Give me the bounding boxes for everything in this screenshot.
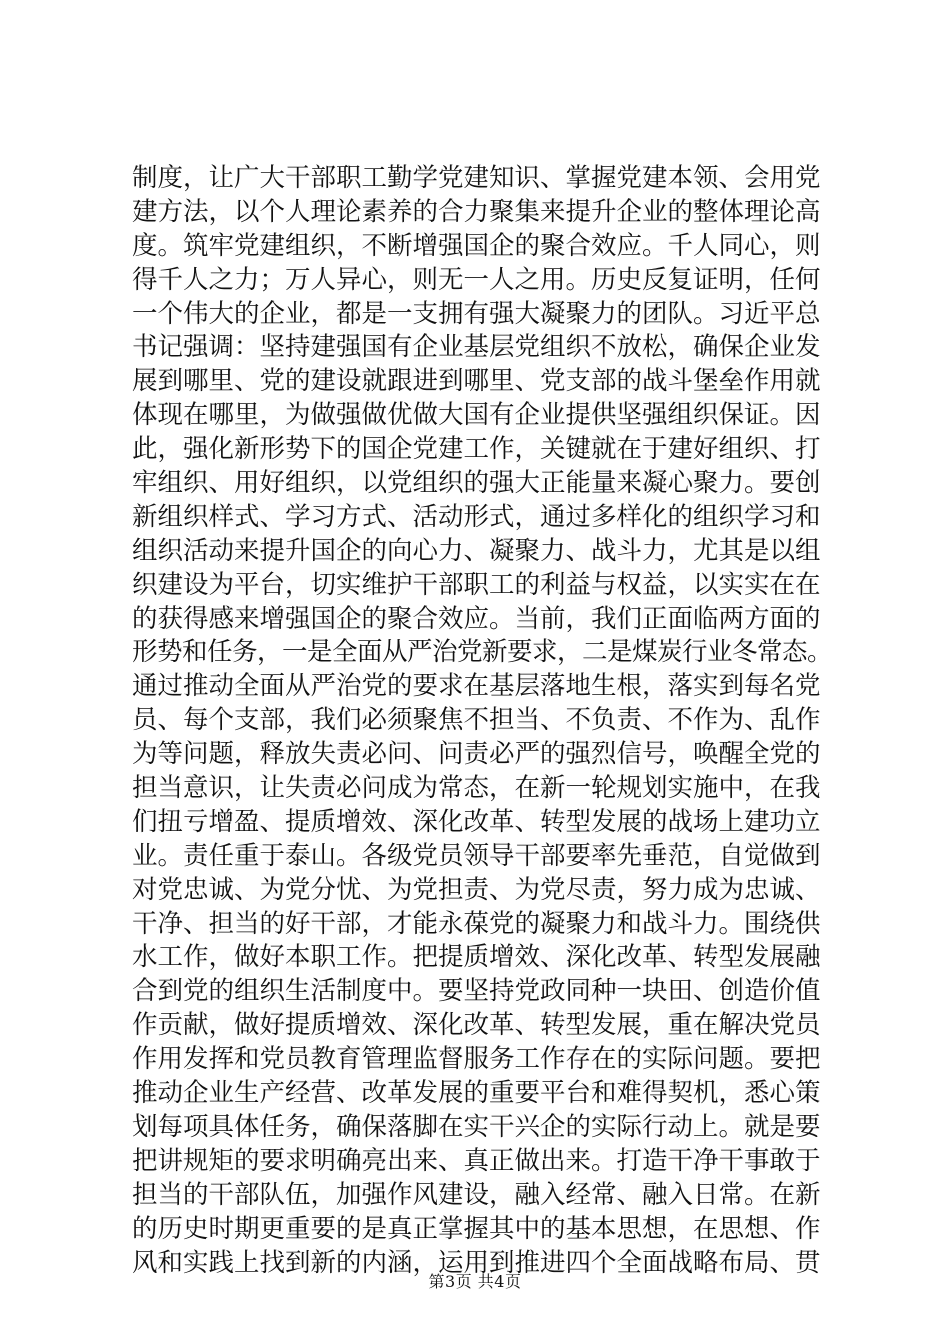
text-line: 风和实践上找到新的内涵，运用到推进四个全面战略布局、贯 <box>132 1247 821 1278</box>
text-line: 对党忠诚、为党分忧、为党担责、为党尽责，努力成为忠诚、 <box>132 874 821 905</box>
text-line: 制度，让广大干部职工勤学党建知识、掌握党建本领、会用党 <box>132 163 821 193</box>
text-line: 的获得感来增强国企的聚合效应。当前，我们正面临两方面的 <box>132 603 821 634</box>
text-line: 此，强化新形势下的国企党建工作，关键就在于建好组织、打 <box>132 434 821 465</box>
text-line: 合到党的组织生活制度中。要坚持党政同种一块田、创造价值 <box>132 976 821 1007</box>
text-line: 得千人之力；万人异心，则无一人之用。历史反复证明，任何 <box>132 264 821 295</box>
text-line: 把讲规矩的要求明确亮出来、真正做出来。打造干净干事敢于 <box>132 1145 821 1176</box>
text-line: 作贡献，做好提质增效、深化改革、转型发展，重在解决党员 <box>132 1010 821 1041</box>
text-line: 通过推动全面从严治党的要求在基层落地生根，落实到每名党 <box>132 671 821 702</box>
text-line: 形势和任务，一是全面从严治党新要求，二是煤炭行业冬常态。 <box>132 637 833 668</box>
text-line: 为等问题，释放失责必问、问责必严的强烈信号，唤醒全党的 <box>132 739 821 770</box>
text-line: 牢组织、用好组织，以党组织的强大正能量来凝心聚力。要创 <box>132 468 821 499</box>
text-line: 员、每个支部，我们必须聚焦不担当、不负责、不作为、乱作 <box>132 705 821 736</box>
text-line: 水工作，做好本职工作。把提质增效、深化改革、转型发展融 <box>132 942 821 973</box>
text-line: 展到哪里、党的建设就跟进到哪里、党支部的战斗堡垒作用就 <box>132 366 821 397</box>
text-line: 干净、担当的好干部，才能永葆党的凝聚力和战斗力。围绕供 <box>132 908 821 939</box>
text-line: 度。筑牢党建组织，不断增强国企的聚合效应。千人同心，则 <box>132 230 821 261</box>
text-line: 推动企业生产经营、改革发展的重要平台和难得契机，悉心策 <box>132 1078 821 1109</box>
text-line: 担当的干部队伍，加强作风建设，融入经常、融入日常。在新 <box>132 1179 821 1210</box>
text-line: 划每项具体任务，确保落脚在实干兴企的实际行动上。就是要 <box>132 1111 821 1142</box>
text-line: 新组织样式、学习方式、活动形式，通过多样化的组织学习和 <box>132 501 821 532</box>
text-line: 织建设为平台，切实维护干部职工的利益与权益，以实实在在 <box>132 569 821 600</box>
text-line: 们扭亏增盈、提质增效、深化改革、转型发展的战场上建功立 <box>132 806 821 837</box>
text-line: 业。责任重于泰山。各级党员领导干部要率先垂范，自觉做到 <box>132 840 821 871</box>
text-line: 建方法，以个人理论素养的合力聚集来提升企业的整体理论高 <box>132 196 821 227</box>
page-footer: 第3页 共4页 <box>428 1272 522 1291</box>
text-line: 一个伟大的企业，都是一支拥有强大凝聚力的团队。习近平总 <box>132 298 821 329</box>
text-line: 担当意识，让失责必问成为常态，在新一轮规划实施中，在我 <box>132 773 821 804</box>
body-text <box>132 162 832 1280</box>
text-line: 组织活动来提升国企的向心力、凝聚力、战斗力，尤其是以组 <box>132 535 821 566</box>
text-line: 书记强调：坚持建强国有企业基层党组织不放松，确保企业发 <box>132 332 821 363</box>
text-line: 体现在哪里，为做强做优做大国有企业提供坚强组织保证。因 <box>132 400 821 431</box>
text-line: 的历史时期更重要的是真正掌握其中的基本思想，在思想、作 <box>132 1213 821 1244</box>
text-line: 作用发挥和党员教育管理监督服务工作存在的实际问题。要把 <box>132 1044 821 1075</box>
